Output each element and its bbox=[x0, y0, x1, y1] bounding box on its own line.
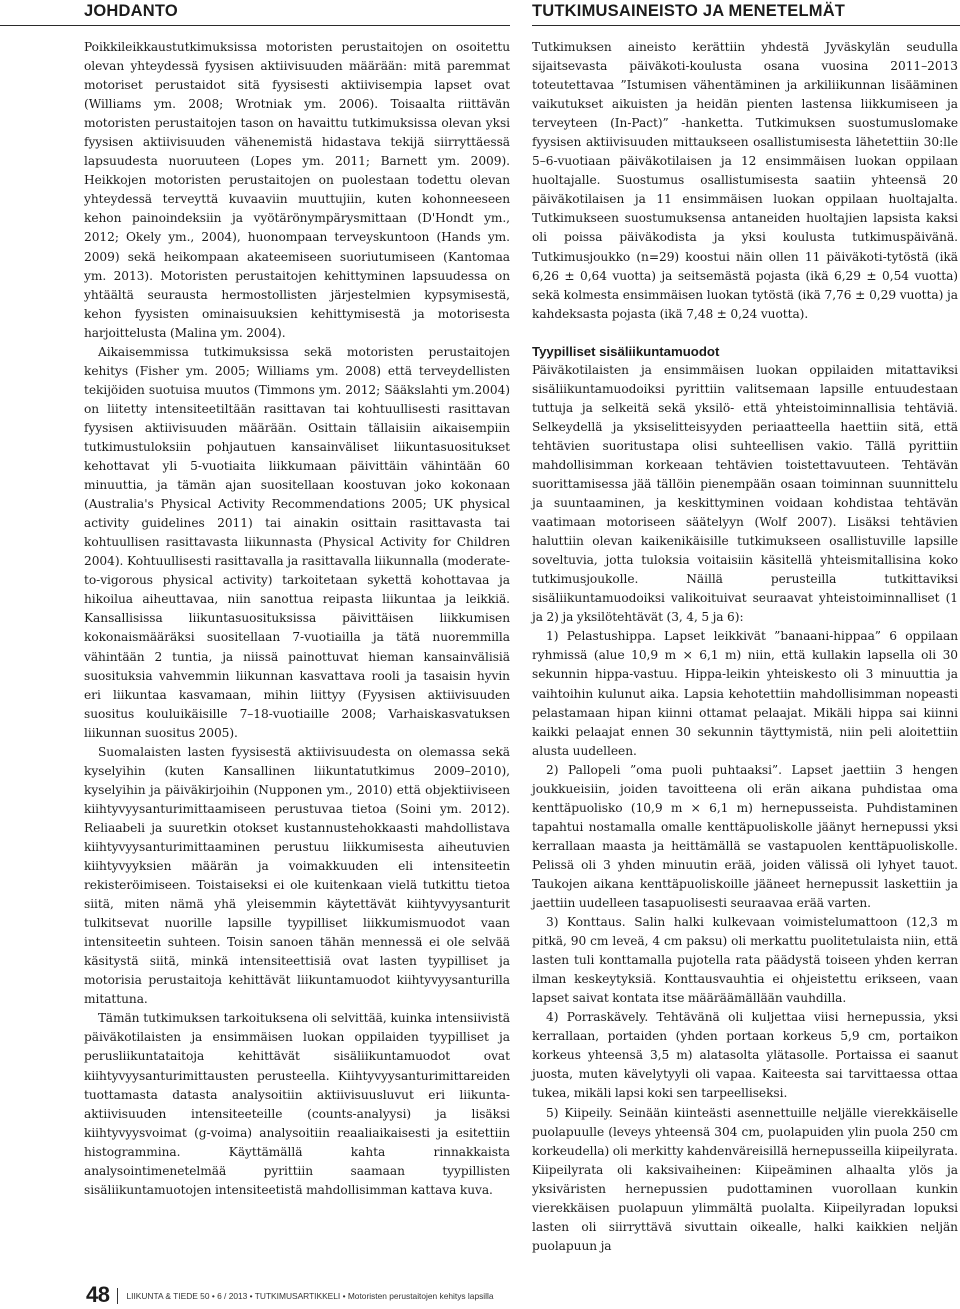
paragraph: Poikkileikkaustutkimuksissa motoristen perustaitojen on osoitettu olevan yhteydessä fyysisen aktiivisuuden määrään: mitä paremmat motoriset perustaidot sitä fyysisesti aktiivisempia lapset ovat (Williams ym. 2008; Wrotniak ym. 2006). Toisaalta riittävän motoristen perustaitojen tason on havaittu tutkimuksissa olevan yksi fyysisen aktiivisuuden vähenemistä hidastava tekijä siirryttäessä lapsuudesta nuoruuteen (Lopes ym. 2011; Barnett ym. 2009). Heikkojen motoristen perustaitojen on puolestaan todettu olevan yhteydessä terveyttä kuvaaviin muuttujiin, kuten kohonneeseen kehon painoindeksiin ja vyötärönympärysmittaan (D'Hondt ym., 2012; Okely ym., 2004), huonompaan terveyskuntoon (Hands ym. 2009) sekä heikompaan akateemiseen suoriutumiseen (Kantomaa ym. 2013). Motoristen perustaitojen kehittyminen lapsuudessa on yhtäältä seurausta hermostollisten järjestelmien kypsymisestä, kehon fyysisten ominaisuuksien kehittymisestä ja motorisesta harjoittelusta (Malina ym. 2004). bbox=[84, 40, 510, 340]
section-heading-methods: TUTKIMUSAINEISTO JA MENETELMÄT bbox=[532, 2, 846, 20]
heading-rule bbox=[0, 25, 510, 26]
page-number: 48 bbox=[86, 1282, 110, 1307]
paragraph: Aikaisemmissa tutkimuksissa sekä motoristen perustaitojen kehitys (Fisher ym. 2005; Williams ym. 2008) että terveydellisten tekijöiden suotuisa muutos (Timmons ym. 2012; Sääkslahti ym.2004) on liitetty intensiteetiltään rasittavan tai kohtuullisesti rasittavan fyysisen aktiivisuuden määrään. Osittain tällaisiin aikaisempiin tutkimustuloksiin pohjautuen kansainväliset liikuntasuositukset kehottavat yli 5-vuotiaita liikkumaan päivittäin vähintään 60 minuuttia, ja tämän ajan suositellaan koostuvan joko kokonaan (Australia's Physical Activity Recommendations 2005; UK physical activity guidelines 2011) tai ainakin osittain rasittavasta tai kohtuullisen rasittavasta liikunnasta (Physical Activity for Children 2004). Kohtuullisesti rasittavalla ja rasittavalla liikunnalla (moderate-to-vigorous physical activity) tarkoitetaan sykettä kohottavaa ja hikoilua aiheuttavaa, niin sanottua reipasta liikuntaa ja leikkiä. Kansallisissa liikuntasuosituksissa päivittäisen liikkumisen kokonaismääräksi suositellaan 7-vuotiailla ja tätä nuoremmilla vähintään 2 tuntia, ja niissä painottuvat hieman kansainvälisiä suosituksia vahvemmin liikunnan kasvattava rooli ja tasaisin hyvin eri liikuntaa kasvamaan, mihin liittyy (Fyysisen aktiivisuuden suositus kouluikäisille 7–18-vuotiaille 2008; Varhaiskasvatuksen liikunnan suositus 2005). bbox=[84, 344, 510, 740]
paragraph: Päiväkotilaisten ja ensimmäisen luokan oppilaiden mitattaviksi sisäliikuntamuodoiksi pyrittiin valitsemaan lapsille entuudestaan tuttuja ja selkeitä sekä yksilö- että yhteistoiminnallisia tehtäviä. Selkeydellä ja yksiselitteisyyden periaatteella haettiin sitä, että tehtävien suoritustapa olisi suhteellisen vakio. Tällä pyrittiin mahdollisimman korkeaan tehtävien toistettavuuteen. Tehtävän suorittamisessa jää tällöin pienempään osaan toiminnan suunnittelu ja suuntaaminen, ja keskittyminen voidaan kohdistaa tehtävän vaatimaan motoriseen säätelyyn (Wolf 2007). Lisäksi tehtävien haluttiin olevan kaikenikäisille tutkimukseen osallistuville lapsille soveltuvia, jotta tuloksia voitaisiin käsitellä yhteismitallisina koko tutkimusjoukolle. Näillä perusteilla tutkittaviksi sisäliikuntamuodoiksi valikoituivat seuraavat yhteistoiminnalliset (1 ja 2) ja yksilötehtävät (3, 4, 5 ja 6): bbox=[532, 362, 958, 625]
page-footer bbox=[86, 1284, 494, 1308]
left-content bbox=[84, 38, 510, 1200]
list-item: 5) Kiipeily. Seinään kiinteästi asennettuille neljälle vierekkäiselle puolapuulle (leveys yhteensä 304 cm, puolapuiden ylin puola 250 cm korkeudella) oli merkitty kahdenväreisillä hernepusseilla kiipeilyrata. Kiipeilyrata oli kaksivaiheinen: Kiipeäminen alhaalta ylös ja yksiväristen hernepussien pudottaminen vuorollaan kunkin vierekkäisen puolapuun ylimmältä puolalta. Kiipeilyradan lopuksi lasten oli siirryttävä sivuttain oikealle, halki kaikkien neljän puolapuun ja bbox=[532, 1105, 958, 1253]
paragraph: Suomalaisten lasten fyysisestä aktiivisuudesta on olemassa sekä kyselyihin (kuten Kansallinen liikuntatutkimus 2009–2010), kyselyihin ja päiväkirjoihin (Nupponen ym., 2010) että objektiiviseen kiihtyvyysanturimittaamiseen perustuvaa tietoa (Soini ym. 2012). Reliaabeli ja suuretkin otokset kustannustehokkaasti mahdollistava kiihtyvyysanturimittaaminen perustuu liikkumisesta aiheutuvien kiihtyvyyksien määrän ja voimakkuuden eli intensiteetin rekisteröimiseen. Toistaiseksi ei ole kuitenkaan vielä tutkittu tietoa siitä, miten nämä yhä yleisemmin käytettävät kiihtyvyysanturit tulkitsevat nuorille lapsille tyypilliset liikkumismuodot vaan intensiteetin suhteen. Toisin sanoen tähän mennessä ei ole selvää käsitystä siitä, minkä intensiteettisiä ovat lasten tyypilliset ja motorisia perustaitoja kehittävät liikuntamuodot kiihtyvyysanturilla mitattuna. bbox=[84, 744, 510, 1007]
list-item: 1) Pelastushippa. Lapset leikkivät ”banaani-hippaa” 6 oppilaan ryhmissä (alue 10,9 m × 6,1 m) niin, että kullakin lapsella oli 30 sekunnin hippa-vastuu. Hippa-leikin yhteiskesto oli 3 minuuttia ja vaihtoihin kulunut aika. Lapsia kehotettiin mahdollisimman nopeasti pelastamaan hipan kiinni ottamat pelaajat. Mikäli hippa sai kiinni kaikki pelaajat ennen 30 sekunnin täyttymistä, niin peli aloitettiin alusta uudelleen. bbox=[532, 629, 958, 758]
list-item: 3) Konttaus. Salin halki kulkevaan voimistelumattoon (12,3 m pitkä, 90 cm leveä, 4 cm paksu) oli merkattu puolitetulaista niin, että lasten tuli konttamalla pujotella rata päädystä toiseen yhden kerran ilman keskeytyksiä. Konttausvauhtia ei ohjeistettu erikseen, vaan lapset saivat kontata itse määräämällään vauhdilla. bbox=[532, 915, 958, 1006]
footer-divider bbox=[117, 1288, 118, 1304]
paragraph: Tämän tutkimuksen tarkoituksena oli selvittää, kuinka intensiivistä päiväkotilaisten ja ensimmäisen luokan oppilaiden tyypilliset ja perusliikuntataitoja kehittävät sisäliikuntamuodot ovat kiihtyvyysanturimittausten perusteella. Kiihtyvyysanturimittareiden tuottamasta datasta analysoitiin aktiivisuusluvut eri liikunta-aktiivisuuden intensiteeteille (counts-analyysi) ja lisäksi kiihtyvyysvoimat (g-voima) analysoitiin reaaliaikaisesti ja esitettiin histogrammina. Käyttämällä kahta rinnakkaista analysointimenetelmää pyrittiin saamaan tyypillisten sisäliikuntamuotojen intensiteetistä mahdollisimman kattava kuva. bbox=[84, 1011, 510, 1197]
section-heading-johdanto: JOHDANTO bbox=[84, 2, 178, 20]
subheading: Tyypilliset sisäliikuntamuodot bbox=[532, 343, 720, 359]
list-item: 4) Porraskävely. Tehtävänä oli kuljettaa viisi hernepussia, yksi kerrallaan, portaiden (yhden portaan korkeus 5,9 cm, portaikon korkeus yhteensä 3,5 m) alatasolta ylätasolle. Portaissa ei saanut juosta, muten kävelytyyli oli vapaa. Kaiteesta sai tarvittaessa ottaa tukea, mikäli lapsi koki sen tarpeelliseksi. bbox=[532, 1010, 958, 1101]
footer-text: LIIKUNTA & TIEDE 50 • 6 / 2013 • TUTKIMUSARTIKKELI • Motoristen perustaitojen kehitys lapsilla bbox=[126, 1291, 494, 1301]
right-column bbox=[532, 0, 958, 1253]
heading-rule bbox=[532, 25, 960, 26]
list-item: 2) Pallopeli ”oma puoli puhtaaksi”. Lapset jaettiin 3 hengen joukkueisiin, joiden tavoitteena oli erän aikana puhdistaa oma kenttäpuolisko (10,9 m × 6,1 m) hernepusseista. Puhdistaminen tapahtui nostamalla omalle kenttäpuoliskolle jäänyt hernepussi yksi kerrallaan maasta ja heittämällä se vastapuolen kenttäpuoliskolle. Pelissä oli 3 yhden minuutin erää, joiden välissä oli lyhyet tauot. Taukojen aikana kenttäpuoliskoille jääneet hernepussit laskettiin ja jaettiin uudelleen tasapuolisesti seuraavaa erää varten. bbox=[532, 762, 958, 911]
paragraph: Tutkimuksen aineisto kerättiin yhdestä Jyväskylän seudulla sijaitsevasta päiväkoti-koulusta osana vuosina 2011–2013 toteutettavaa ”Istumisen vähentäminen ja arkiliikunnan lisääminen vaikutukset aikuisten ja heidän pienten lastensa liikkumiseen ja terveyteen (In-Pact)” -hanketta. Tutkimuksen suostumuslomake fyysisen aktiivisuuden mittaukseen osallistumisesta lähetettiin 30:lle 5–6-vuotiaan päiväkotilaisen ja 12 ensimmäisen luokan oppilaan huoltajalle. Suostumus osallistumisesta saatiin yhteensä 20 päiväkotilaisen ja 11 ensimmäisen luokan oppilaan huoltajalta. Tutkimukseen suostumuksensa antaneiden huoltajien lapsista kaksi oli poissa päiväkodista ja yksi koulusta tutkimuspäivänä. Tutkimusjoukko (n=29) koostui näin ollen 11 päiväkoti-tytöstä (ikä 6,26 ± 0,64 vuotta) ja seitsemästä pojasta (ikä 6,29 ± 0,54 vuotta) sekä kolmesta ensimmäisen luokan tytöstä (ikä 7,76 ± 0,29 vuotta) ja kahdeksasta pojasta (ikä 7,48 ± 0,24 vuotta). bbox=[532, 40, 958, 321]
right-content bbox=[532, 38, 958, 1256]
